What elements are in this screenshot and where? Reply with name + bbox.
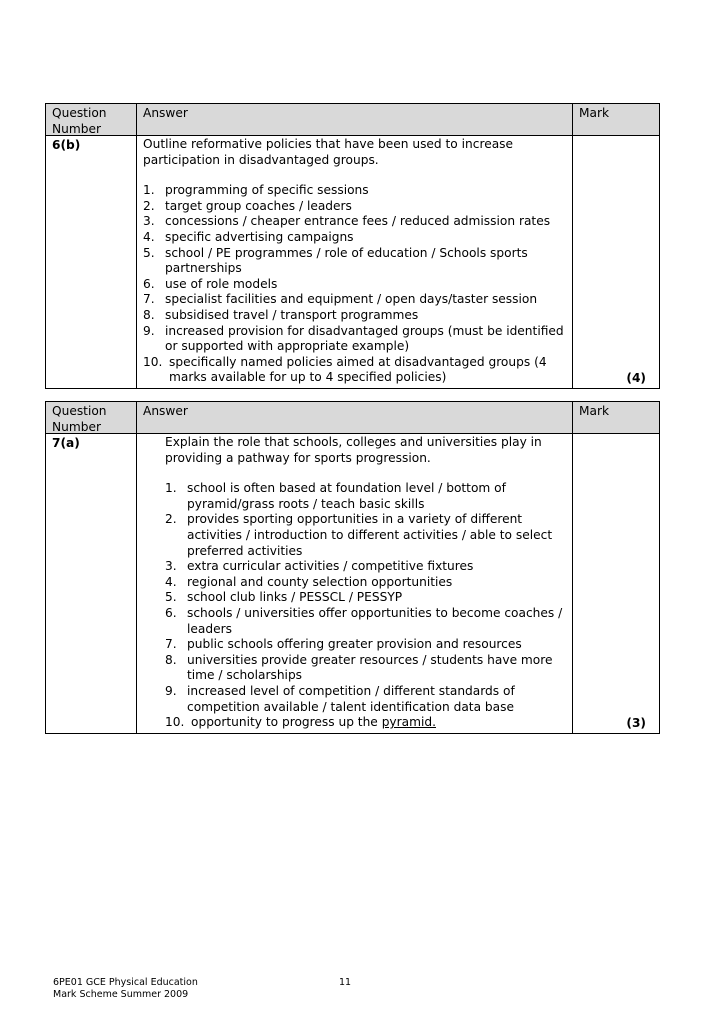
mark-scheme-table-6b — [45, 103, 660, 389]
answer-list — [165, 481, 564, 731]
header-mark: Mark — [579, 106, 610, 120]
list-item: 1. programming of specific sessions — [143, 183, 369, 198]
list-item: 6. use of role models — [143, 276, 278, 291]
table-body-row — [46, 434, 659, 733]
list-item: 6. schools / universities offer opportunities to become coaches / leaders — [165, 605, 563, 636]
mark-value: (3) — [626, 716, 646, 731]
list-item: 8. subsidised travel / transport programmes — [143, 307, 419, 322]
list-item: 2. provides sporting opportunities in a variety of different activities / introduction to different activities / able to select preferred activities — [165, 512, 553, 558]
footer-series: Mark Scheme Summer 2009 — [53, 989, 189, 1000]
question-prompt: Explain the role that schools, colleges and universities play in providing a pathway for sports progression. — [165, 435, 542, 465]
header-answer: Answer — [137, 104, 573, 135]
mark-cell — [573, 136, 659, 388]
list-item: 7. specialist facilities and equipment / open days/taster session — [143, 292, 538, 307]
list-item: 2. target group coaches / leaders — [143, 198, 352, 213]
mark-cell — [573, 434, 659, 733]
list-item: 4. specific advertising campaigns — [143, 229, 354, 244]
list-item: 5. school club links / PESSCL / PESSYP — [165, 590, 403, 605]
header-question-number: Question Number — [46, 104, 137, 135]
footer-course: 6PE01 GCE Physical Education — [53, 977, 198, 988]
list-item: 3. extra curricular activities / competitive fixtures — [165, 559, 474, 574]
table-body-row — [46, 136, 659, 388]
header-mark: Mark — [579, 404, 610, 418]
header-question-number: Question Number — [46, 402, 137, 433]
list-item: 10. opportunity to progress up the pyramid. — [165, 715, 436, 730]
question-prompt: Outline reformative policies that have been used to increase participation in disadvantaged groups. — [143, 137, 514, 167]
list-item: 5. school / PE programmes / role of education / Schools sports partnerships — [143, 245, 528, 276]
page-number: 11 — [339, 977, 352, 988]
question-number: 6(b) — [46, 136, 137, 388]
list-item: 9. increased level of competition / different standards of competition available / talent identification data base — [165, 683, 515, 714]
table-header — [46, 402, 659, 434]
underlined-word: pyramid. — [381, 715, 436, 730]
list-item: 8. universities provide greater resources / students have more time / scholarships — [165, 652, 553, 683]
question-number: 7(a) — [46, 434, 137, 733]
list-item: 3. concessions / cheaper entrance fees / reduced admission rates — [143, 214, 551, 229]
answer-cell — [137, 136, 573, 388]
mark-value: (4) — [626, 371, 646, 386]
list-item: 4. regional and county selection opportunities — [165, 574, 453, 589]
list-item: 10. specifically named policies aimed at disadvantaged groups (4 marks available for up to 4 specified policies) — [143, 354, 547, 385]
list-item: 1. school is often based at foundation level / bottom of pyramid/grass roots / teach basic skills — [165, 481, 506, 511]
mark-scheme-table-7a — [45, 401, 660, 734]
table-header — [46, 104, 659, 136]
answer-list — [143, 183, 564, 386]
header-answer: Answer — [137, 402, 573, 433]
footer — [53, 977, 198, 1001]
list-item: 9. increased provision for disadvantaged groups (must be identified or supported with appropriate example) — [143, 323, 564, 354]
list-item: 7. public schools offering greater provision and resources — [165, 637, 522, 652]
answer-cell — [137, 434, 573, 733]
